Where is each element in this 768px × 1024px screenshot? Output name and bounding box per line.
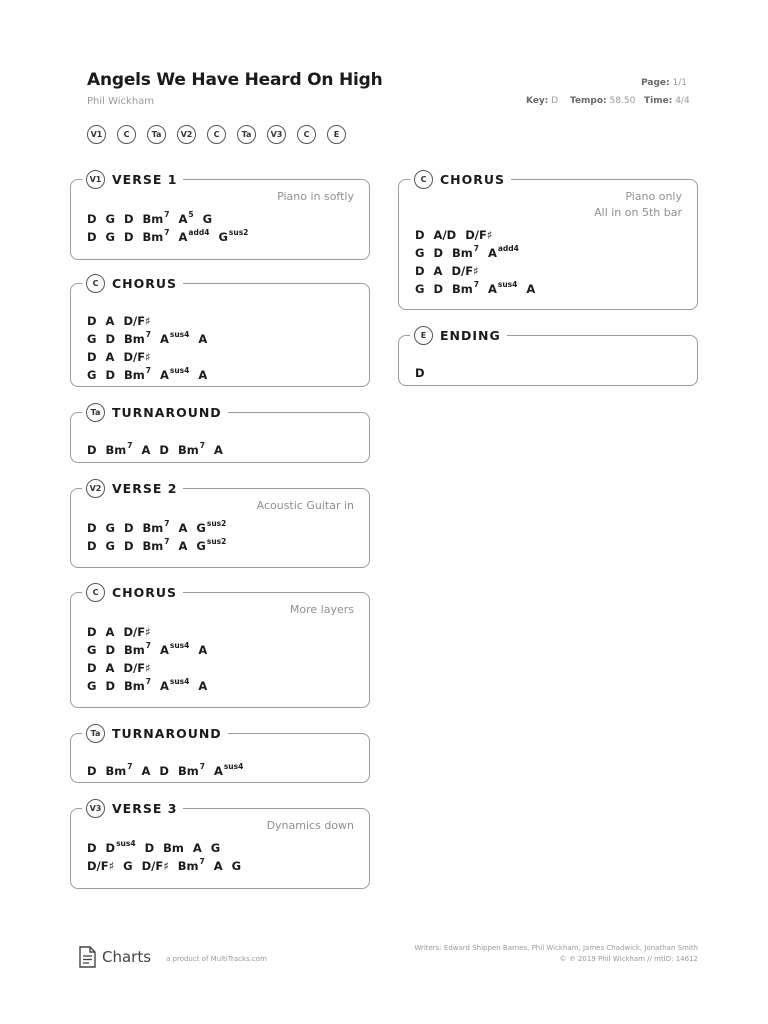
- chord: G: [231, 859, 242, 873]
- section-badge: V3: [86, 799, 105, 818]
- chord: D: [105, 643, 115, 657]
- chord-lines: [87, 623, 216, 695]
- section-note-line: Acoustic Guitar in: [256, 499, 354, 512]
- chord: G: [202, 212, 213, 226]
- chord: G: [210, 841, 221, 855]
- key-label: Key:: [526, 96, 549, 106]
- section-badge: E: [414, 326, 433, 345]
- chord-extension: add4: [188, 228, 210, 238]
- chord: Bm$^7$: [124, 366, 151, 382]
- chord: D: [159, 443, 169, 457]
- section-name: VERSE 1: [112, 171, 178, 187]
- chord: A: [526, 282, 536, 296]
- chord: G: [87, 643, 97, 657]
- chord-line: [87, 441, 232, 459]
- order-badge[interactable]: Ta: [237, 125, 256, 144]
- chord: D: [87, 841, 97, 855]
- order-badge[interactable]: Ta: [147, 125, 166, 144]
- section-note: [594, 189, 682, 221]
- chord: D: [87, 764, 97, 778]
- chord: G: [123, 859, 133, 873]
- charts-logo: [78, 946, 151, 968]
- chord: Bm$^7$: [105, 762, 133, 778]
- chord-extension: sus4: [169, 330, 190, 340]
- section-verse-3: [70, 798, 370, 889]
- chord-extension: sus4: [169, 366, 190, 376]
- section-badge: C: [414, 170, 433, 189]
- chord: D: [87, 521, 97, 535]
- time-label: Time:: [644, 96, 673, 106]
- chord-extension: sus4: [223, 762, 244, 772]
- chord: G: [105, 539, 115, 553]
- chord-line: [415, 364, 434, 382]
- chord-extension: add4: [497, 244, 519, 254]
- chord: D/F♯: [465, 228, 493, 242]
- section-badge: Ta: [86, 403, 105, 422]
- section-header: [410, 169, 511, 189]
- chord-line: [415, 226, 544, 244]
- chord-extension: 7: [127, 441, 133, 451]
- key-value: D: [551, 96, 559, 106]
- chord-extension: 5: [188, 210, 194, 220]
- chord: D: [433, 282, 443, 296]
- chord-extension: 7: [164, 519, 170, 529]
- chord-extension: sus4: [116, 839, 136, 849]
- chord-extension: 7: [145, 641, 151, 651]
- order-badge[interactable]: C: [297, 125, 316, 144]
- chord-line: [87, 677, 216, 695]
- order-badge[interactable]: E: [327, 125, 346, 144]
- chord-extension: 7: [145, 330, 151, 340]
- section-badge: C: [86, 583, 105, 602]
- chord: $A^{add4}$: [487, 244, 519, 260]
- chord: D: [87, 539, 97, 553]
- section-name: TURNAROUND: [112, 404, 222, 420]
- section-header: [82, 798, 183, 818]
- chord: G: [105, 230, 115, 244]
- chord: D/F♯: [123, 661, 151, 675]
- chord-line: [87, 623, 216, 641]
- section-header: [82, 273, 183, 293]
- chord-extension: 7: [164, 228, 170, 238]
- section-note-line: More layers: [289, 603, 354, 616]
- section-turnaround-1: [70, 402, 370, 463]
- section-note: [277, 189, 354, 205]
- chord-extension: 7: [199, 441, 205, 451]
- section-chorus-3: [398, 169, 698, 310]
- section-note: [267, 818, 354, 834]
- order-badge[interactable]: V2: [177, 125, 196, 144]
- section-name: VERSE 2: [112, 480, 178, 496]
- song-title: Angels We Have Heard On High: [87, 70, 383, 90]
- chord: $G^{sus2}$: [196, 537, 227, 553]
- tempo-value: 58.50: [609, 96, 636, 106]
- chord: D: [124, 212, 134, 226]
- song-order: [87, 125, 346, 144]
- section-header: [82, 582, 183, 602]
- section-name: CHORUS: [112, 275, 178, 291]
- chord-extension: 7: [127, 762, 133, 772]
- chord: Bm$^7$: [142, 519, 170, 535]
- credits: [414, 943, 698, 965]
- page-info: [641, 78, 687, 88]
- chord: A: [141, 764, 151, 778]
- chord-line: [87, 366, 216, 384]
- section-note: [257, 498, 354, 514]
- section-badge: V2: [86, 479, 105, 498]
- section-header: [82, 478, 183, 498]
- chord: $G^{sus2}$: [218, 228, 249, 244]
- chord: D/F♯: [87, 859, 115, 873]
- chord-extension: 7: [473, 280, 479, 290]
- section-badge: Ta: [86, 724, 105, 743]
- chord: D: [105, 368, 115, 382]
- chord-line: [87, 659, 216, 677]
- chord: Bm$^7$: [452, 244, 479, 260]
- chord: Bm$^7$: [124, 677, 151, 693]
- chord-extension: sus4: [497, 280, 518, 290]
- chord-lines: [87, 519, 235, 555]
- chord: A: [105, 350, 115, 364]
- chord: $G^{sus2}$: [196, 519, 227, 535]
- chord-extension: 7: [145, 677, 151, 687]
- time-value: 4/4: [675, 96, 690, 106]
- chord: Bm$^7$: [452, 280, 479, 296]
- chord: G: [87, 368, 97, 382]
- chord-line: [87, 519, 235, 537]
- chord-lines: [87, 210, 257, 246]
- chord-lines: [87, 839, 250, 875]
- chord-line: [87, 210, 257, 228]
- chord-line: [87, 641, 216, 659]
- chord-extension: sus2: [206, 537, 227, 547]
- chord: A: [213, 443, 223, 457]
- chord: $A^{sus4}$: [487, 280, 518, 296]
- chord-lines: [87, 762, 252, 780]
- chord: A: [198, 332, 208, 346]
- chord-line: [87, 228, 257, 246]
- chord: G: [415, 246, 425, 260]
- chord: D: [124, 539, 134, 553]
- chord-line: [87, 857, 250, 875]
- chord: D/F♯: [123, 625, 151, 639]
- copyright: © ℗ 2019 Phil Wickham // mtID: 14612: [559, 955, 698, 963]
- chord: D: [105, 332, 115, 346]
- chord-line: [87, 348, 216, 366]
- chord: Bm$^7$: [177, 441, 205, 457]
- tempo-info: [570, 96, 635, 106]
- chord: $A^{add4}$: [178, 228, 210, 244]
- chord: D: [87, 443, 97, 457]
- order-badge[interactable]: V1: [87, 125, 106, 144]
- chord-extension: 7: [164, 210, 170, 220]
- chord: A: [198, 643, 208, 657]
- chord: Bm$^7$: [124, 330, 151, 346]
- document-icon: [78, 946, 96, 968]
- chord: D/F♯: [141, 859, 169, 873]
- chord: Bm$^7$: [142, 210, 170, 226]
- section-ending: [398, 325, 698, 386]
- chord-line: [87, 312, 216, 330]
- chord: D: [87, 314, 97, 328]
- product-note: a product of MultiTracks.com: [166, 955, 267, 963]
- chord-lines: [415, 364, 434, 382]
- chord: D: [159, 764, 169, 778]
- charts-brand: Charts: [102, 948, 152, 966]
- chord-lines: [87, 312, 216, 384]
- page-label: Page:: [641, 78, 670, 88]
- chord-line: [415, 262, 544, 280]
- section-turnaround-2: [70, 723, 370, 783]
- chord: D: [415, 366, 425, 380]
- section-note-line: Piano in softly: [277, 190, 354, 203]
- section-name: ENDING: [440, 327, 501, 343]
- chord: D: [144, 841, 155, 855]
- chord: Bm: [163, 841, 184, 855]
- section-name: CHORUS: [112, 584, 178, 600]
- chord: Bm$^7$: [142, 537, 170, 553]
- chord: G: [105, 212, 115, 226]
- chord: D: [433, 246, 443, 260]
- chord: D: [87, 230, 97, 244]
- chord: $A^{sus4}$: [159, 330, 190, 346]
- chord: D: [124, 521, 134, 535]
- chord: A: [105, 314, 115, 328]
- chord-extension: 7: [164, 537, 170, 547]
- chord-line: [87, 762, 252, 780]
- chord: A: [178, 539, 188, 553]
- chord: D: [87, 661, 97, 675]
- chord: A/D: [433, 228, 457, 242]
- section-header: [82, 723, 228, 743]
- chord: G: [87, 679, 97, 693]
- section-note-line: Dynamics down: [266, 819, 354, 832]
- chord-extension: sus4: [169, 641, 190, 651]
- section-note-line: Piano only: [625, 190, 682, 203]
- chord: D/F♯: [123, 350, 151, 364]
- chord: A: [141, 443, 151, 457]
- chord: D: [105, 679, 115, 693]
- section-verse-2: [70, 478, 370, 568]
- chord: $D^{sus4}$: [105, 839, 136, 855]
- tempo-label: Tempo:: [570, 96, 607, 106]
- chord: D: [87, 212, 97, 226]
- section-chorus-2: [70, 582, 370, 708]
- chord: $A^{sus4}$: [159, 366, 190, 382]
- chord: $A^{sus4}$: [213, 762, 244, 778]
- chord: G: [87, 332, 97, 346]
- chord: A: [105, 625, 115, 639]
- chord: Bm$^7$: [142, 228, 170, 244]
- chord: Bm$^7$: [177, 762, 205, 778]
- chord-extension: 7: [145, 366, 151, 376]
- chord: D: [415, 264, 425, 278]
- section-header: [82, 402, 228, 422]
- chord: A: [198, 679, 208, 693]
- section-badge: V1: [86, 170, 105, 189]
- section-header: [410, 325, 507, 345]
- chord-extension: sus2: [228, 228, 249, 238]
- chord: A: [105, 661, 115, 675]
- song-artist: Phil Wickham: [87, 96, 155, 107]
- chord: A: [178, 521, 188, 535]
- chord: Bm$^7$: [124, 641, 151, 657]
- writers: Writers: Edward Shippen Barnes, Phil Wickham, James Chadwick, Jonathan Smith: [414, 944, 698, 952]
- time-info: [644, 96, 690, 106]
- chord: $A^{sus4}$: [159, 641, 190, 657]
- section-chorus-1: [70, 273, 370, 387]
- chord-extension: 7: [473, 244, 479, 254]
- section-name: TURNAROUND: [112, 725, 222, 741]
- chord-line: [87, 330, 216, 348]
- chord-extension: 7: [199, 857, 205, 867]
- chord: A: [198, 368, 208, 382]
- section-header: [82, 169, 183, 189]
- chord: Bm$^7$: [177, 857, 205, 873]
- chord-lines: [87, 441, 232, 459]
- order-badge[interactable]: V3: [267, 125, 286, 144]
- section-name: CHORUS: [440, 171, 506, 187]
- section-note: [290, 602, 354, 618]
- chord: $A^5$: [178, 210, 194, 226]
- order-badge[interactable]: C: [207, 125, 226, 144]
- key-info: [526, 96, 558, 106]
- chord: A: [192, 841, 202, 855]
- chord-line: [415, 280, 544, 298]
- order-badge[interactable]: C: [117, 125, 136, 144]
- chord: D: [87, 350, 97, 364]
- chord: D: [124, 230, 134, 244]
- chord: D/F♯: [123, 314, 151, 328]
- chord: A: [213, 859, 223, 873]
- chord-extension: 7: [199, 762, 205, 772]
- section-verse-1: [70, 169, 370, 260]
- chord: D: [415, 228, 425, 242]
- section-badge: C: [86, 274, 105, 293]
- chord-extension: sus4: [169, 677, 190, 687]
- chord: Bm$^7$: [105, 441, 133, 457]
- chord-line: [87, 839, 250, 857]
- chord: G: [105, 521, 115, 535]
- page-value: 1/1: [672, 78, 687, 88]
- chord: $A^{sus4}$: [159, 677, 190, 693]
- chord-line: [415, 244, 544, 262]
- section-note-line: All in on 5th bar: [594, 206, 682, 219]
- chord: D/F♯: [451, 264, 479, 278]
- chord: D: [87, 625, 97, 639]
- section-name: VERSE 3: [112, 800, 178, 816]
- chord: G: [415, 282, 425, 296]
- chord: A: [433, 264, 443, 278]
- chord-lines: [415, 226, 544, 298]
- chord-extension: sus2: [206, 519, 227, 529]
- chord-line: [87, 537, 235, 555]
